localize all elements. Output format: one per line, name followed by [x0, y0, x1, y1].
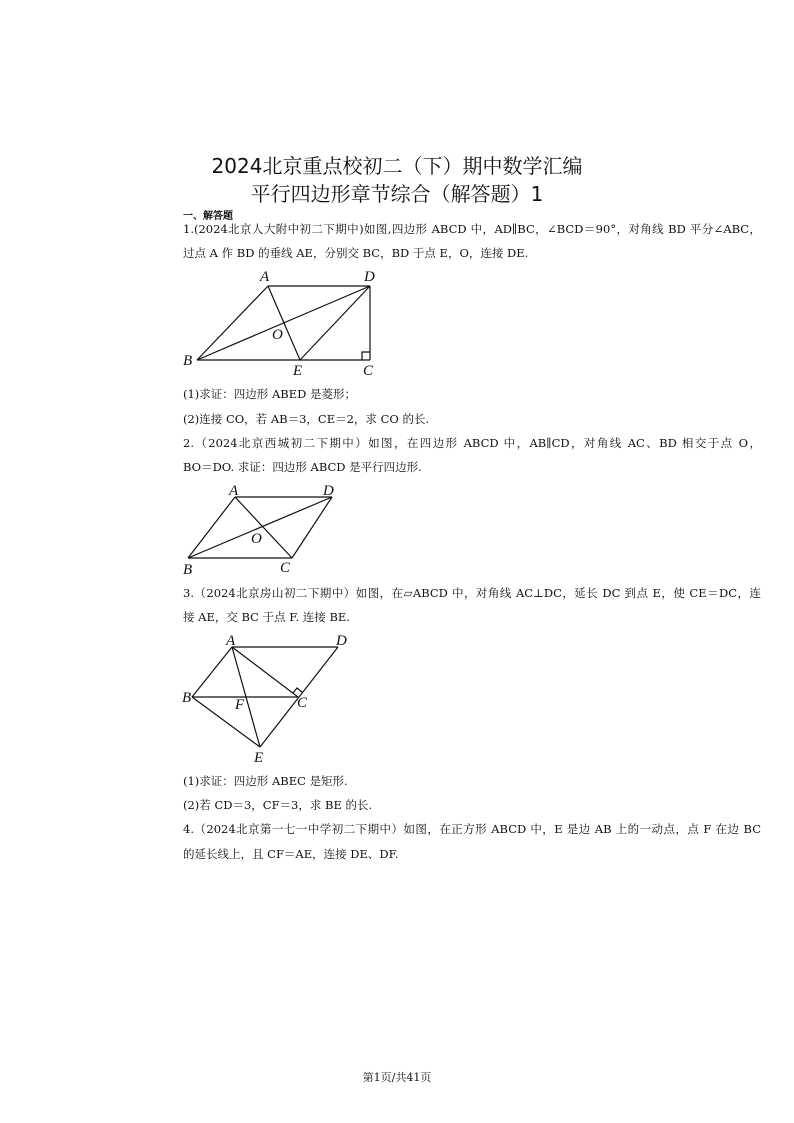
q2-label-d: D [323, 483, 334, 499]
q1-label-d: D [364, 269, 375, 285]
q1-figure [180, 267, 380, 379]
q3-stem-line-1: 3.（2024北京房山初二下期中）如图，在▱ABCD 中，对角线 AC⊥DC，延长 DC 到点 E，使 CE＝DC，连 [183, 586, 761, 600]
document-title-line-1: 2024北京重点校初二（下）期中数学汇编 [211, 154, 583, 178]
q1-side-ab [197, 286, 268, 360]
q2-stem-line-2: BO＝DO. 求证：四边形 ABCD 是平行四边形. [183, 460, 422, 474]
q1-part-1: (1)求证：四边形 ABED 是菱形； [183, 387, 356, 401]
q2-label-o: O [251, 531, 262, 547]
q3-label-f: F [235, 697, 245, 713]
q3-label-c: C [297, 695, 308, 711]
q1-segment-ae [268, 286, 300, 360]
q3-part-1: (1)求证：四边形 ABEC 是矩形. [183, 774, 348, 788]
q2-side-ab [188, 497, 235, 558]
q3-side-ab [192, 647, 232, 697]
q3-side-be [192, 697, 260, 747]
q2-stem-line-1: 2.（2024北京西城初二下期中）如图，在四边形 ABCD 中，AB∥CD，对角线 AC、BD 相交于点 O， [183, 436, 761, 450]
q3-label-a: A [226, 633, 236, 649]
q2-label-c: C [280, 560, 291, 576]
q1-segment-de [300, 286, 370, 360]
q1-stem-line-2: 过点 A 作 BD 的垂线 AE，分别交 BC，BD 于点 E，O，连接 DE. [183, 246, 529, 260]
q4-stem-line-1: 4.（2024北京第一七一中学初二下期中）如图，在正方形 ABCD 中，E 是边 AB 上的一动点，点 F 在边 BC [183, 822, 761, 836]
q3-label-d: D [336, 633, 347, 649]
q1-right-angle-mark [362, 352, 370, 360]
q3-figure [180, 630, 355, 765]
q1-label-e: E [293, 363, 303, 379]
q2-diagonal-bd [188, 497, 332, 558]
q3-part-2: (2)若 CD＝3，CF＝3，求 BE 的长. [183, 798, 373, 812]
q2-diagonal-ac [235, 497, 292, 558]
q3-diagonal-ac [232, 647, 298, 697]
q1-label-c: C [363, 363, 374, 379]
q1-part-2: (2)连接 CO，若 AB＝3，CE＝2，求 CO 的长. [183, 412, 430, 426]
document-title-line-2: 平行四边形章节综合（解答题）1 [250, 182, 544, 206]
q4-stem-line-2: 的延长线上，且 CF＝AE，连接 DE、DF. [183, 847, 399, 861]
q3-label-e: E [254, 750, 264, 766]
page-number: 第1页/共41页 [362, 1071, 432, 1084]
q2-label-a: A [229, 483, 239, 499]
q1-label-a: A [260, 269, 270, 285]
section-heading: 一、解答题 [183, 211, 233, 222]
q3-label-b: B [182, 690, 192, 706]
q2-figure [180, 480, 350, 578]
q1-stem-line-1: 1.(2024北京人大附中初二下期中)如图,四边形 ABCD 中，AD∥BC，∠BCD＝90°，对角线 BD 平分∠ABC， [183, 222, 761, 236]
q2-side-dc [292, 497, 332, 558]
q3-right-angle-mark [293, 688, 302, 693]
q3-stem-line-2: 接 AE，交 BC 于点 F. 连接 BE. [183, 610, 350, 624]
q2-label-b: B [183, 562, 193, 578]
q1-label-b: B [183, 353, 193, 369]
q1-label-o: O [272, 327, 283, 343]
